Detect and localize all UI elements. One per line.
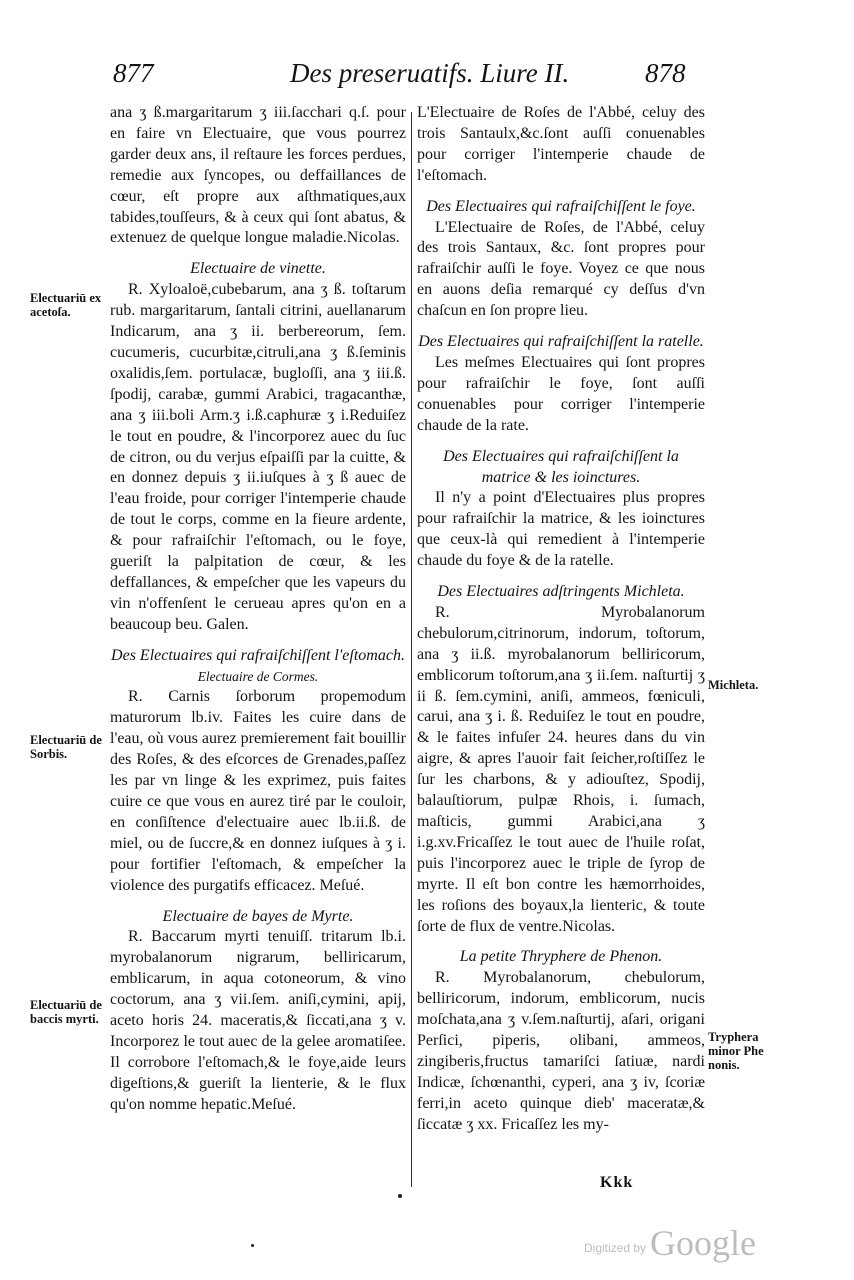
- running-title: Des preseruatifs. Liure II.: [290, 58, 570, 88]
- margin-note-tryphera-minor: Tryphera minor Phe nonis.: [708, 1030, 764, 1072]
- margin-note-michleta: Michleta.: [708, 678, 759, 692]
- paragraph: ana ʒ ß.margaritarum ʒ iii.ſacchari q.ſ. pour en faire vn Electuaire, que vous pourrez garder deux ans, il reſtaure les forces perdues, remedie aux ſyncopes, ou deffaillances de cœur, eſt propre aux aſthmatiques,aux tabides,touſſeurs, & à ceux qui ſont abatus, & extenuez de quelque longue maladie.Nicolas.: [110, 104, 406, 247]
- paragraph: Il n'y a point d'Electuaires plus propres pour rafraiſchir la matrice, & les ioinctures que ceux-là qui remedient à l'intemperie chaude du foye & de la ratelle.: [417, 489, 705, 570]
- paragraph: R. Baccarum myrti tenuiſſ. tritarum lb.i. myrobalanorum nigrarum, belliricarum, emblicarum, in aqua cotoneorum, & vino coctorum, ana ʒ vii.ſem. aniſi,cymini, apij, aceto horis 24. maceratis,& ſiccati,ana ʒ v. Incorporez le tout auec de la gelee aromatiſee. Il corrobore l'eſtomach,& le foye,aide leurs digeſtions,& gueriſt la lienterie, & le flux qu'on nomme hepatic.Meſué.: [110, 928, 406, 1113]
- paragraph: R. Myrobalanorum, chebulorum, belliricorum, indorum, emblicorum, nucis moſchata,ana ʒ v.ſem.naſturtij, aſari, origani Perſici, piperis, olibani, ammeos, zingiberis,fructus tamariſci ſatiuæ, nardi Indicæ, ſchœnanthi, cyperi, ana ʒ iv, ſcoriæ ferri,in aceto quinque dieb' maceratæ,& ſiccatæ ʒ xx. Fricaſſez les my-: [417, 969, 705, 1133]
- sub-heading: Electuaire de Cormes.: [197, 668, 319, 684]
- left-column: [110, 103, 406, 1116]
- section-heading: Electuaire de bayes de Myrte.: [162, 907, 354, 925]
- section-heading: Des Electuaires qui rafraiſchiſſent l'eſtomach.: [111, 646, 405, 664]
- column-divider: [411, 112, 412, 1187]
- ink-speck: [398, 1194, 402, 1198]
- paragraph: R. Myrobalanorum chebulorum,citrinorum, indorum, toſtorum, ana ʒ ii.ß. myrobalanorum belliricorum, emblicorum toſtorum,ana ʒ ii.ſem. naſturtij ʒ ii ß. ſem.cymini, aniſi, ammeos, fœniculi, carui, ana ʒ i. ß. Reduiſez le tout en poudre, & le faites infuſer 24. heures dans du vin aigre, & apres l'auoir fait ſeicher,roſtiſſez le ſur les charbons, & y adiouſtez, Spodij, balauſtiorum, pulpæ Rhois, i. ſumach, maſticis, gummi Arabici,ana ʒ i.g.xv.Fricaſſez le tout auec de l'huile roſat, puis l'incorporez auec le triple de ſyrop de myrte. Il eſt bon contre les hæmorrhoides, les roſions des boyaux,la lienteric, & toute ſorte de flux de ventre.Nicolas.: [417, 603, 705, 935]
- section-heading: Des Electuaires qui rafraiſchiſſent le foye.: [426, 197, 696, 215]
- paragraph: Les meſmes Electuaires qui ſont propres pour rafraiſchir le foye, ſont auſſi conuenables pour corriger l'intemperie chaude de la rate.: [417, 353, 705, 434]
- paragraph: L'Electuaire de Roſes de l'Abbé, celuy des trois Santaulx,&c.ſont auſſi conuenables pour corriger l'intemperie chaude de l'eſtomach.: [417, 104, 705, 184]
- section-heading: Des Electuaires qui rafraiſchiſſent la matrice & les ioinctures.: [443, 447, 679, 486]
- section-heading: Des Electuaires adſtringents Michleta.: [437, 583, 685, 601]
- paragraph: L'Electuaire de Roſes, de l'Abbé, celuy des trois Santaux, &c. ſont propres pour rafraiſchir auſſi le foye. Voyez ce que nous en auons deſia remarqué cy deſſus d'vn chaſcun en ſon propre lieu.: [417, 218, 705, 320]
- ink-speck: [251, 1244, 254, 1247]
- section-heading: La petite Thryphere de Phenon.: [459, 948, 663, 966]
- digitized-watermark: [584, 1222, 756, 1264]
- margin-note-de-baccis-myrti: Electuariū de baccis myrti.: [30, 998, 102, 1026]
- paragraph: R. Xyloaloë,cubebarum, ana ʒ ß. toſtarum rub. margaritarum, ſantali citrini, auellanarum Indicarum, ana ʒ ii. berbereorum, ſem. cucumeris, cucurbitæ,citruli,ana ʒ ß.ſeminis oxalidis,ſem. portulacæ, bugloſſi, ana ʒ iii.ß. ſpodij, carabæ, gummi Arabici, tragacanthæ, ana ʒ iii.boli Arm.ʒ i.ß.caphuræ ʒ i.Reduiſez le tout en poudre, & l'incorporez auec du ſuc de citron, ou du verjus eſpaiſſi par la cuitte, & en donnez depuis ʒ ii.iuſques à ʒ ß auec de l'eau froide, pour corriger l'intemperie chaude de tout le corps, comme en la fieure ardente, & pour rafraiſchir l'eſtomach, ou le foye, gueriſt la palpitation de cœur, & les deffallances, & empeſcher que les vapeurs du vin n'offenſent le cerueau apres qu'on en a beaucoup beu. Galen.: [110, 281, 406, 633]
- left-page-number: 877: [113, 58, 154, 88]
- section-heading: Electuaire de vinette.: [190, 260, 326, 278]
- paragraph: R. Carnis ſorborum propemodum maturorum lb.iv. Faites les cuire dans de l'eau, où vous aurez premierement fait bouillir des Roſes, & des eſcorces de Grenades,paſſez les par vn linge & les exprimez, puis faites cuire ce que vous en aurez tiré par le couloir, en conſiſtence d'electuaire auec lb.ii.ß. de miel, ou de ſuccre,& en donnez iuſques à ʒ i. pour fortifier l'eſtomach, & empeſcher la violence des purgatifs efficacez. Meſué.: [110, 688, 406, 894]
- watermark-prefix: Digitized by: [584, 1241, 647, 1255]
- right-column: [417, 103, 705, 1136]
- margin-note-de-sorbis: Electuariū de Sorbis.: [30, 733, 102, 761]
- signature-mark: Kkk: [600, 1174, 634, 1191]
- google-logo: Google: [650, 1223, 757, 1263]
- section-heading: Des Electuaires qui rafraiſchiſſent la ratelle.: [418, 333, 704, 351]
- margin-note-ex-acetosa: Electuariū ex acetoſa.: [30, 291, 102, 319]
- right-page-number: 878: [645, 58, 686, 88]
